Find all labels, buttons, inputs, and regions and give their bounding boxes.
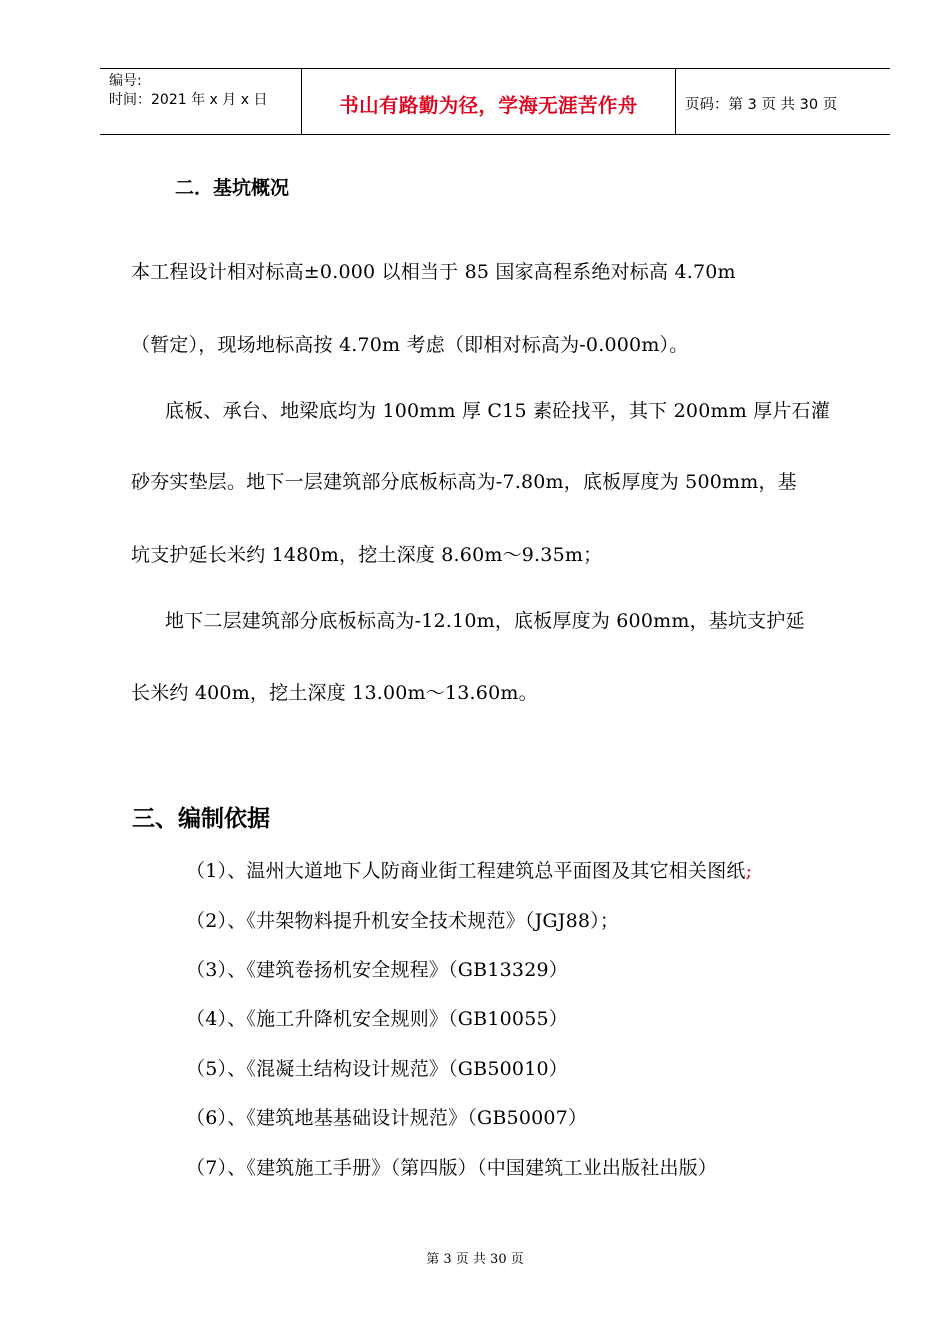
- reference-item: （7）、《建筑施工手册》（第四版）（中国建筑工业出版社出版）: [186, 1157, 718, 1179]
- header-page-info-cell: [676, 69, 890, 134]
- document-number-label: 编号:: [109, 73, 142, 89]
- header-meta: [100, 69, 302, 134]
- reference-text: （1）、温州大道地下人防商业街工程建筑总平面图及其它相关图纸: [186, 860, 746, 882]
- paragraph-line: （暂定），现场地标高按 4.70m 考虑（即相对标高为-0.000m）。: [131, 334, 689, 356]
- page-footer: 第 3 页 共 30 页: [426, 1252, 524, 1267]
- paragraph-line: 长米约 400m，挖土深度 13.00m～13.60m。: [131, 682, 538, 704]
- paragraph-line: 地下二层建筑部分底板标高为-12.10m，底板厚度为 600mm，基坑支护延: [165, 610, 805, 632]
- reference-trailing-mark: ;: [745, 860, 753, 882]
- document-date: 时间：2021 年 x 月 x 日: [109, 92, 268, 108]
- header-motto-cell: [302, 69, 676, 134]
- paragraph-line: 底板、承台、地梁底均为 100mm 厚 C15 素砼找平，其下 200mm 厚片石灌: [165, 400, 830, 422]
- section-3-title: 三、编制依据: [132, 806, 270, 832]
- paragraph-line: 本工程设计相对标高±0.000 以相当于 85 国家高程系绝对标高 4.70m: [131, 261, 736, 283]
- reference-item: [186, 856, 752, 883]
- reference-item: （6）、《建筑地基基础设计规范》（GB50007）: [186, 1107, 588, 1129]
- section-2-title: 二．基坑概况: [175, 177, 290, 199]
- header-motto: 书山有路勤为径，学海无涯苦作舟: [339, 93, 638, 117]
- header-page-info: 页码：第 3 页 共 30 页: [685, 97, 838, 113]
- reference-item: （5）、《混凝土结构设计规范》（GB50010）: [186, 1058, 568, 1080]
- reference-item: （3）、《建筑卷扬机安全规程》（GB13329）: [186, 959, 568, 981]
- paragraph-line: 坑支护延长米约 1480m，挖土深度 8.60m～9.35m；: [131, 544, 603, 566]
- paragraph-line: 砂夯实垫层。地下一层建筑部分底板标高为-7.80m，底板厚度为 500mm，基: [131, 471, 797, 493]
- reference-item: （4）、《施工升降机安全规则》（GB10055）: [186, 1008, 568, 1030]
- page-header: [100, 68, 890, 135]
- reference-item: （2）、《井架物料提升机安全技术规范》（JGJ88）；: [186, 910, 620, 932]
